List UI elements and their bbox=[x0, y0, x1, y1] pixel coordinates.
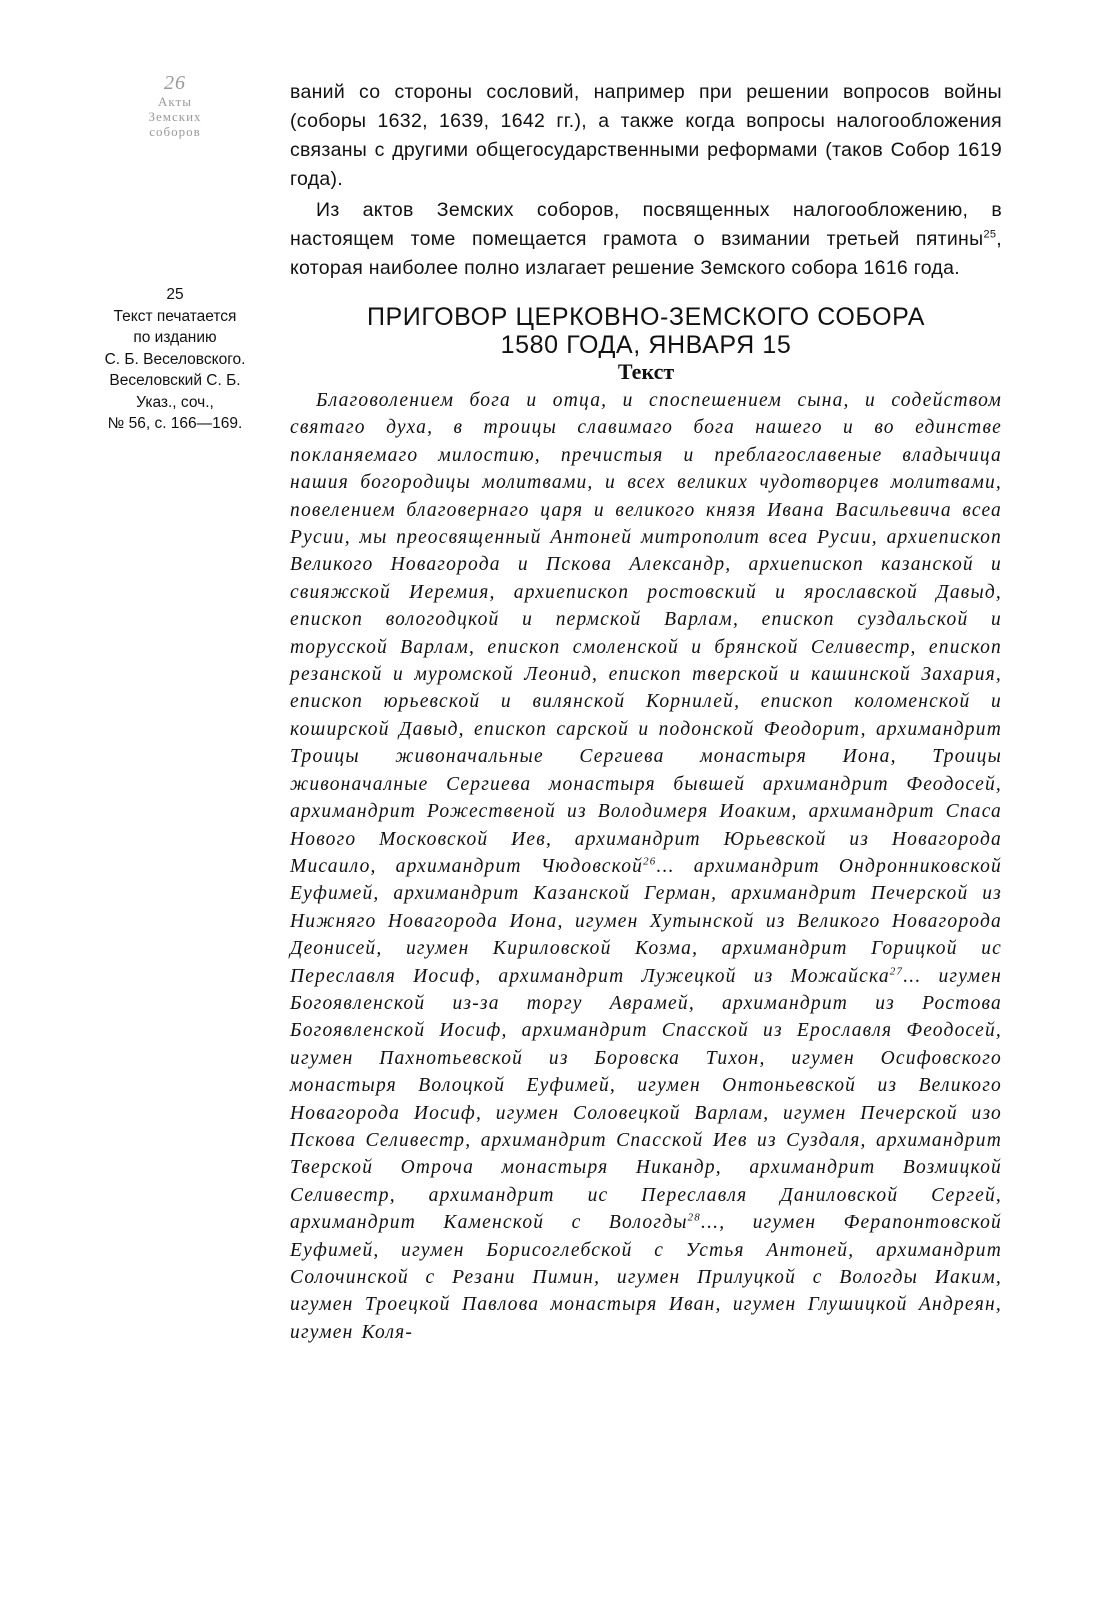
footnote-line: Веселовский С. Б. bbox=[109, 372, 241, 389]
intro-paragraph-2-text: Из актов Земских соборов, посвященных налогообложению, в настоящем томе помещается грамота о взимании третьей пятины bbox=[290, 199, 1002, 250]
running-head-line: Земских bbox=[148, 109, 202, 124]
section-subtitle: Текст bbox=[617, 359, 675, 384]
page-number: 26 bbox=[164, 72, 186, 94]
running-head-line: соборов bbox=[149, 124, 201, 139]
body-text: ... игумен Богоявленской из-за торгу Аврамей, архимандрит из Ростова Богоявленской Иосиф, архимандрит Спасской из Ерославля Феодосей, игумен Пахнотьевской из Боровска Тихон, игумен Осифовского монастыря Волоцкой Еуфимей, игумен Онтоньевской из Великого Новагорода Иосиф, игумен Соловецкой Варлам, игумен Печерской изо Пскова Селивестр, архимандрит Спасской Иев из Суздаля, архимандрит Тверской Отроча монастыря Никандр, архимандрит Возмицкой Селивестр, архимандрит ис Переславля Даниловской Сергей, архимандрит Каменской с Вологды bbox=[290, 965, 1002, 1234]
left-margin bbox=[80, 72, 270, 432]
margin-footnote bbox=[80, 284, 270, 435]
footnote-ref: 26 bbox=[643, 855, 657, 868]
main-column bbox=[290, 78, 1002, 1346]
running-head bbox=[80, 72, 270, 139]
body-text: Благоволением бога и отца, и споспешением сына, и содейством святаго духа, в троицы славимаго бога нашего и во единстве покланяемаго милостию, пречистыя и преблагославеные владычица нашия богородицы молитвами, и всех великих чудотворцев молитвами, повелением благовернаго царя и великого князя Ивана Васильевича всеа Русии, мы преосвященный Антоней митрополит всеа Русии, архиепископ Великого Новагорода и Пскова Александр, архиепископ казанской и свияжской Иеремия, архиепископ ростовский и ярославской Давыд, епископ вологодцкой и пермской Варлам, епископ суздальской и торусской Варлам, епископ смоленской и брянской Селивестр, епископ резанской и муромской Леонид, епископ тверской и кашинской Захария, епископ юрьевской и вилянской Корнилей, епископ коломенской и коширской Давыд, епископ сарской и подонской Феодорит, архимандрит Троицы живоначальные Сергиева монастыря Иона, Троицы живоначалные Сергиева монастыря бывшей архимандрит Феодосей, архимандрит Рожественой из Володимеря Иоаким, архимандрит Спаса Нового Московской Иев, архимандрит Юрьевской из Новагорода Мисаило, архимандрит Чюдовской bbox=[290, 390, 1002, 877]
footnote-ref: 28 bbox=[687, 1211, 702, 1224]
document-title bbox=[290, 303, 1002, 359]
footnote-line: Указ., соч., bbox=[136, 393, 214, 411]
footnote-line: № 56, с. 166—169. bbox=[107, 415, 243, 432]
footnote-ref: 25 bbox=[983, 228, 997, 241]
footnote-line: Текст печатается bbox=[113, 307, 237, 325]
footnote-line: С. Б. Веселовского. bbox=[104, 350, 246, 368]
running-head-line: Акты bbox=[158, 94, 192, 109]
footnote-number: 25 bbox=[166, 286, 184, 303]
body-text: ... архимандрит Ондронниковской Еуфимей, архимандрит Казанской Герман, архимандрит Печерской из Нижняго Новагорода Иона, игумен Хутынской из Великого Новагорода Деонисей, игумен Кириловской Козма, архимандрит Горицкой ис Переславля Иосиф, архимандрит Лужецкой из Можайска bbox=[290, 855, 1002, 987]
footnote-line: по изданию bbox=[133, 329, 217, 346]
document-body bbox=[290, 387, 1002, 1346]
title-line-2: 1580 ГОДА, ЯНВАРЯ 15 bbox=[500, 331, 792, 359]
intro-paragraph-2-text: , которая наиболее полно излагает решение Земского собора 1616 года. bbox=[290, 228, 1002, 279]
intro-paragraph-1: ваний со стороны сословий, например при решении вопросов войны (соборы 1632, 1639, 1642 гг.), а также когда вопросы налогообложения связаны с другими общегосударственными реформами (таков Собор 1619 года). bbox=[290, 81, 1002, 190]
body-text: ..., игумен Ферапонтовской Еуфимей, игумен Борисоглебской с Устья Антоней, архимандрит Солочинской с Резани Пимин, игумен Прилуцкой с Вологды Иаким, игумен Троецкой Павлова монастыря Иван, игумен Глушицкой Андреян, игумен Коля- bbox=[290, 1212, 1002, 1343]
intro-paragraph-2 bbox=[290, 196, 1002, 283]
footnote-ref: 27 bbox=[889, 965, 904, 978]
title-line-1: ПРИГОВОР ЦЕРКОВНО-ЗЕМСКОГО СОБОРА bbox=[366, 303, 926, 331]
